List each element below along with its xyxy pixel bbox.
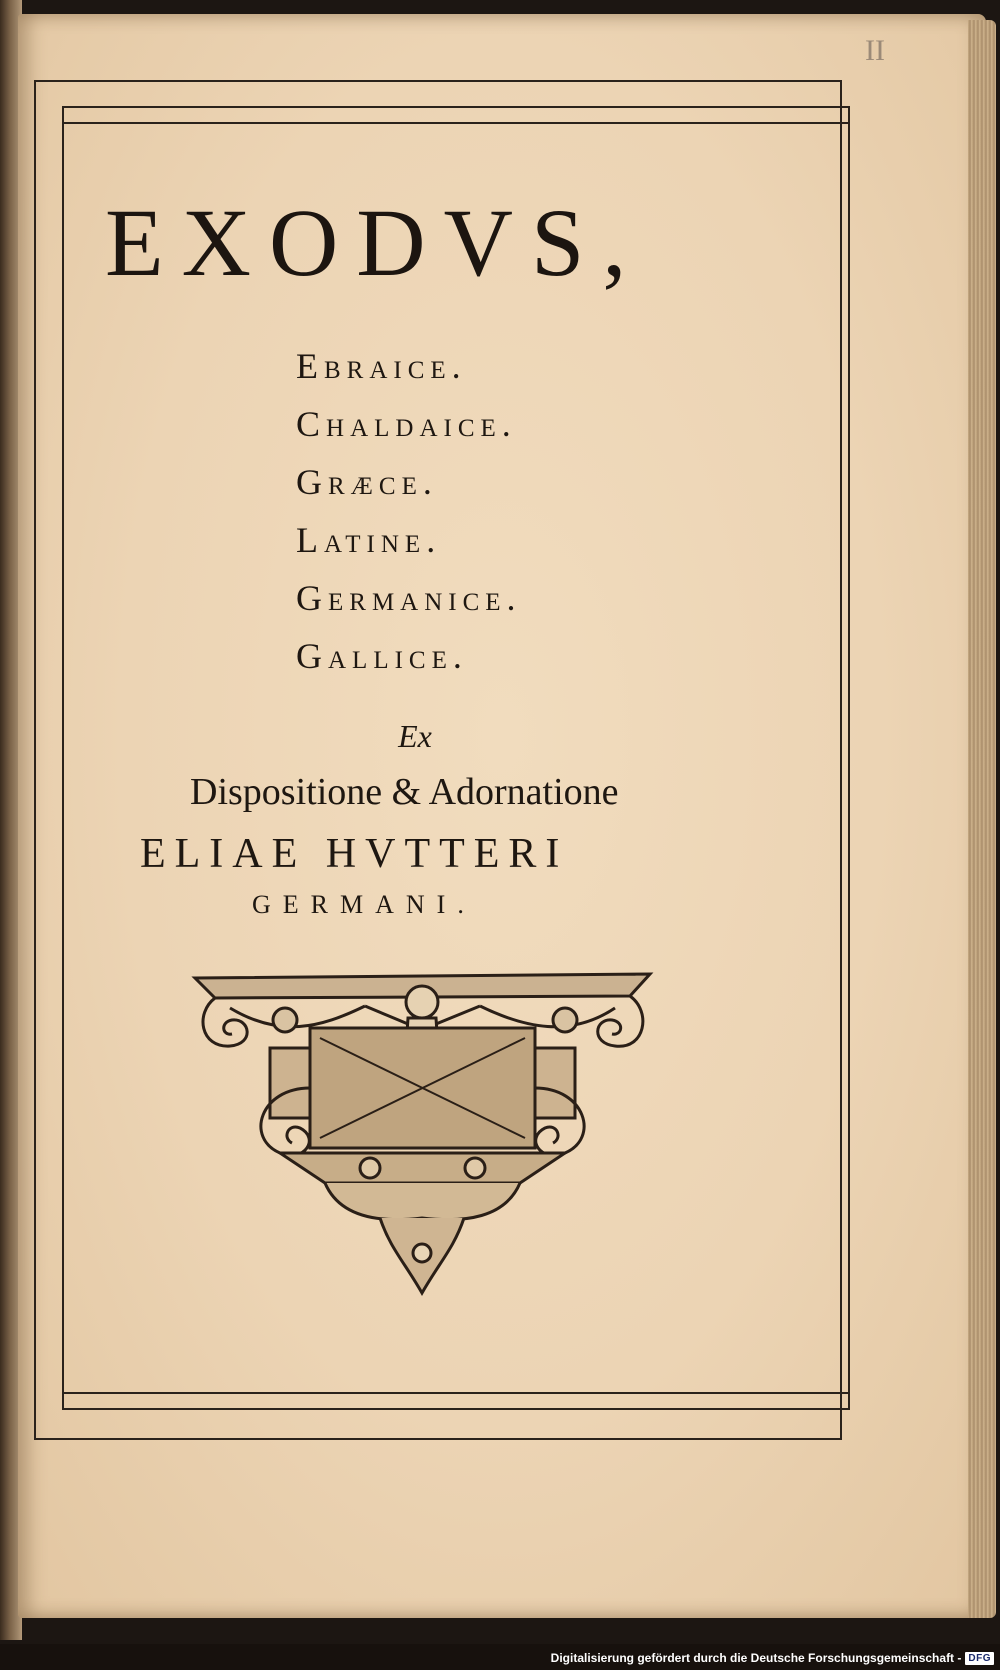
- ex-line: [0, 718, 1000, 755]
- woodcut-ornament-icon: [190, 968, 655, 1298]
- footer-bar: [0, 1644, 1000, 1670]
- author-nationality: GERMANI.: [252, 890, 476, 919]
- credit-text: Digitalisierung gefördert durch die Deutsche Forschungsgemeinschaft -: [550, 1651, 962, 1665]
- language-item: Germanice.: [296, 578, 522, 618]
- ex-text: Ex: [398, 718, 432, 754]
- disposition-line: Dispositione & Adornatione: [190, 771, 619, 813]
- author-name: ELIAE HVTTERI: [140, 831, 569, 877]
- language-item: Gallice.: [296, 636, 468, 676]
- language-item: Chaldaice.: [296, 404, 517, 444]
- language-item: Latine.: [296, 520, 442, 560]
- dfg-logo-icon: DFG: [965, 1652, 994, 1665]
- folio-number: II: [865, 34, 885, 67]
- digitization-credit: [551, 1651, 994, 1665]
- book-title: EXODVS,: [105, 189, 645, 296]
- language-item: Ebraice.: [296, 346, 467, 386]
- language-item: Græce.: [296, 462, 438, 502]
- language-list: [296, 337, 522, 685]
